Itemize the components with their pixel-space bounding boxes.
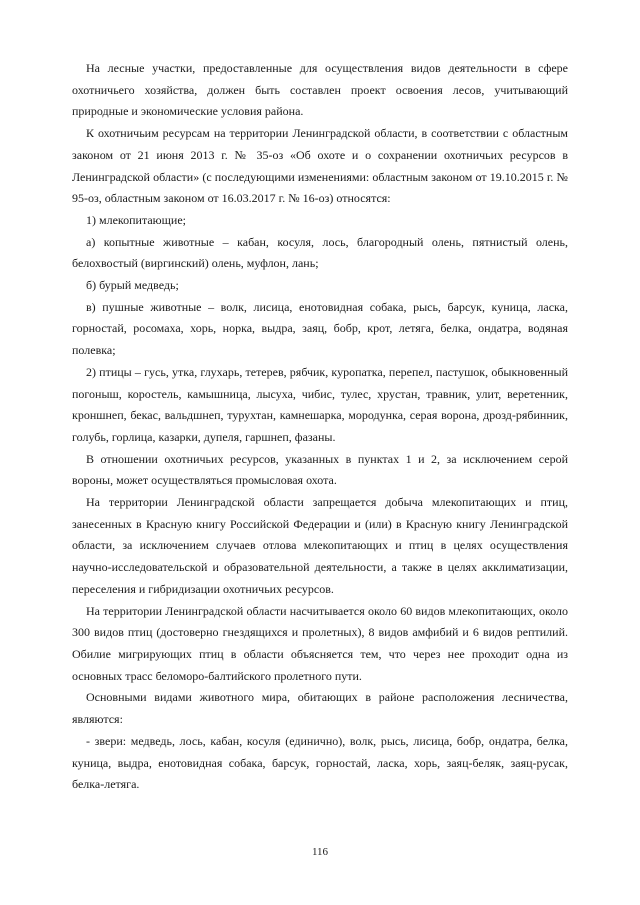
list-item-ungulates: а) копытные животные – кабан, косуля, лось, благородный олень, пятнистый олень, белохвостый (виргинский) олень, муфлон, лань; bbox=[72, 234, 568, 271]
paragraph-forest-plots: На лесные участки, предоставленные для осуществления видов деятельности в сфере охотничьего хозяйства, должен быть составлен проект освоения лесов, учитывающий природные и экономические условия района. bbox=[72, 61, 568, 119]
page-number: 116 bbox=[311, 846, 329, 858]
paragraph-species-count: На территории Ленинградской области насчитывается около 60 видов млекопитающих, около 300 видов птиц (достоверно гнездящихся и пролетных), 8 видов амфибий и 6 видов рептилий. Обилие мигрирующих птиц в области объясняется тем, что через нее проходит одна из основных трасс беломоро-балтийского пролетного пути. bbox=[72, 603, 568, 683]
list-item-fur-animals: в) пушные животные – волк, лисица, енотовидная собака, рысь, барсук, куница, ласка, горностай, росомаха, хорь, норка, выдра, заяц, бобр, крот, летяга, белка, ондатра, водяная полевка; bbox=[72, 299, 568, 358]
list-item-birds: 2) птицы – гусь, утка, глухарь, тетерев, рябчик, куропатка, перепел, пастушок, обыкновенный погоныш, коростель, камышница, лысуха, чибис, тулес, хрустан, травник, улит, веретенник, кроншнеп, бекас, вальдшнеп, турухтан, камнешарка, мородунка, серая ворона, дрозд-рябинник, голубь, горлица, казарки, дупеля, гаршнеп, фазаны. bbox=[72, 364, 568, 444]
list-item-beasts: - звери: медведь, лось, кабан, косуля (единично), волк, рысь, лисица, бобр, ондатра, белка, куница, выдра, енотовидная собака, барсук, горностай, ласка, хорь, заяц-беляк, заяц-русак, белка-летяга. bbox=[72, 733, 568, 792]
list-item-mammals: 1) млекопитающие; bbox=[86, 212, 186, 227]
paragraph-main-species-intro: Основными видами животного мира, обитающих в районе расположения лесничества, являются: bbox=[72, 690, 568, 727]
body-text bbox=[72, 58, 568, 796]
paragraph-red-book-prohibition: На территории Ленинградской области запрещается добыча млекопитающих и птиц, занесенных в Красную книгу Российской Федерации и (или) в Красную книгу Ленинградской области, за исключением случаев отлова млекопитающих и птиц в целях осуществления научно-исследовательской и образовательной деятельности, а также в целях акклиматизации, переселения и гибридизации охотничьих ресурсов. bbox=[72, 495, 568, 596]
paragraph-commercial-hunting: В отношении охотничьих ресурсов, указанных в пунктах 1 и 2, за исключением серой вороны, может осуществляться промысловая охота. bbox=[72, 451, 568, 488]
paragraph-hunting-resources-law: К охотничьим ресурсам на территории Ленинградской области, в соответствии с областным законом от 21 июня 2013 г. № 35-оз «Об охоте и о сохранении охотничьих ресурсов в Ленинградской области» (с последующими изменениями: областным законом от 19.10.2015 г. № 95-оз, областным законом от 16.03.2017 г. № 16-оз) относятся: bbox=[72, 126, 568, 206]
list-item-brown-bear: б) бурый медведь; bbox=[86, 278, 179, 293]
